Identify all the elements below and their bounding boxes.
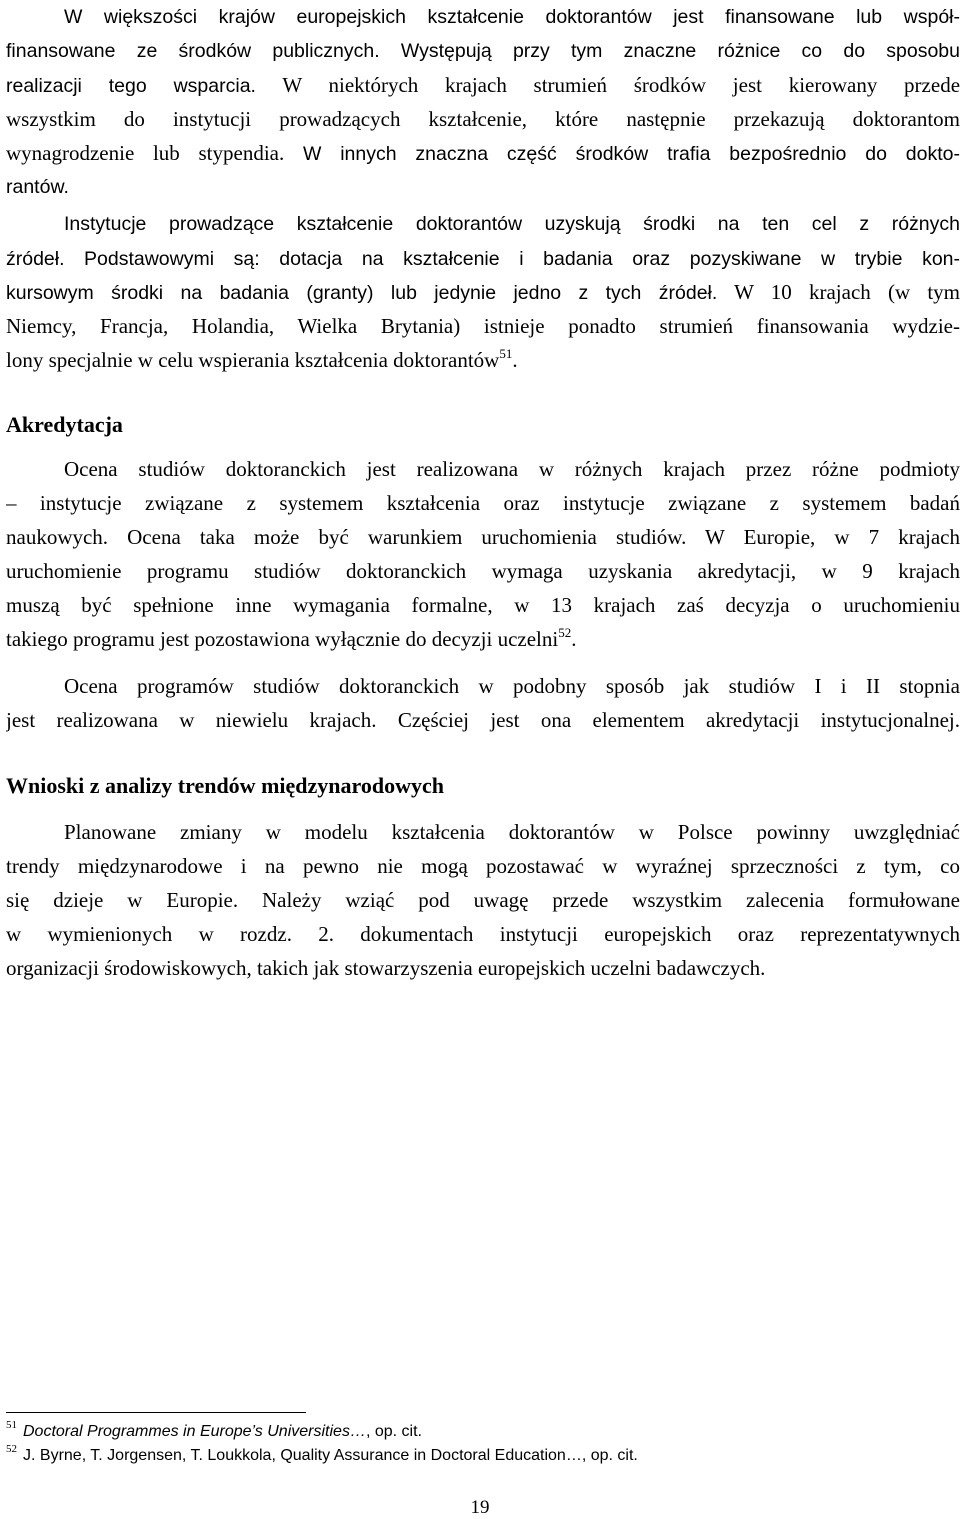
text-line: Planowane zmiany w modelu kształcenia doktorantów w Polsce powinny uwzględniać	[64, 820, 960, 844]
footnote-ref-51[interactable]: 51	[499, 346, 513, 361]
paragraph-programme-assessment	[6, 669, 960, 737]
footnote-separator	[6, 1412, 306, 1413]
footnote-text: J. Byrne, T. Jorgensen, T. Loukkola, Quality Assurance in Doctoral Education…, op. cit.	[23, 1447, 638, 1464]
text-span: .	[512, 348, 518, 372]
section-heading-conclusions: Wnioski z analizy trendów międzynarodowych	[6, 773, 444, 798]
text-line: w wymienionych w rozdz. 2. dokumentach instytucji europejskich oraz reprezentatywnych	[6, 922, 960, 946]
text-line: wszystkim do instytucji prowadzących kształcenie, które następnie przekazują doktorantom	[6, 107, 960, 131]
text-line: – instytucje związane z systemem kształcenia oraz instytucje związane z systemem badań	[6, 491, 960, 515]
footnote-51	[6, 1420, 960, 1444]
text-span: .	[571, 627, 577, 651]
text-line: muszą być spełnione inne wymagania formalne, w 13 krajach zaś decyzja o uruchomieniu	[6, 593, 960, 617]
text-line	[6, 343, 960, 377]
text-span: Podstawowymi są: dotacja na kształcenie i badania oraz pozyskiwane w trybie kon-	[84, 248, 960, 270]
footnote-ref-52[interactable]: 52	[558, 625, 572, 640]
text-line: się dzieje w Europie. Należy wziąć pod uwagę przede wszystkim zalecenia formułowane	[6, 888, 960, 912]
text-line: Niemcy, Francja, Holandia, Wielka Brytania) istnieje ponadto strumień finansowania wydzie-	[6, 314, 960, 338]
text-span: wynagrodzenie lub stypendia.	[6, 141, 285, 165]
text-line: W większości krajów europejskich kształcenie doktorantów jest finansowane lub współ-	[64, 6, 960, 28]
text-span: W 10 krajach (w tym	[734, 280, 960, 304]
text-line: trendy międzynarodowe i na pewno nie mogą pozostawać w wyraźnej sprzeczności z tym, co	[6, 854, 960, 878]
text-line	[6, 622, 960, 656]
text-line: rantów.	[6, 176, 69, 198]
footnotes	[6, 1420, 960, 1468]
footnote-number: 51	[6, 1419, 17, 1431]
text-line	[6, 136, 960, 170]
text-span: takiego programu jest pozostawiona wyłącznie do decyzji uczelni	[6, 627, 559, 651]
paragraph-sources	[6, 207, 960, 377]
page-number: 19	[470, 1497, 490, 1518]
footnote-52	[6, 1444, 960, 1468]
text-line: naukowych. Ocena taka może być warunkiem uruchomienia studiów. W Europie, w 7 krajach	[6, 525, 960, 549]
text-line: Instytucje prowadzące kształcenie doktorantów uzyskują środki na ten cel z różnych	[64, 213, 960, 235]
paragraph-assessment	[6, 452, 960, 656]
footnote-title: Doctoral Programmes in Europe’s Universities…	[23, 1423, 366, 1440]
text-span: realizacji tego wsparcia.	[6, 75, 256, 97]
section-heading-accreditation: Akredytacja	[6, 412, 123, 437]
text-line: uruchomienie programu studiów doktoranckich wymaga uzyskania akredytacji, w 9 krajach	[6, 559, 960, 583]
footnote-number: 52	[6, 1443, 17, 1455]
text-span: lony specjalnie w celu wspierania kształcenia doktorantów	[6, 348, 500, 372]
text-span: W innych znaczna część środków trafia bezpośrednio do dokto-	[302, 143, 960, 165]
text-line: Ocena programów studiów doktoranckich w podobny sposób jak studiów I i II stopnia	[64, 674, 960, 698]
text-line	[6, 68, 960, 102]
text-line: organizacji środowiskowych, takich jak stowarzyszenia europejskich uczelni badawczych.	[6, 956, 766, 980]
footnote-text: , op. cit.	[365, 1423, 422, 1440]
text-line: finansowane ze środków publicznych. Występują przy tym znaczne różnice co do sposobu	[6, 40, 960, 62]
text-line	[6, 275, 960, 309]
text-span: W niektórych krajach strumień środków jest kierowany przede	[282, 73, 960, 97]
text-span: źródeł.	[6, 248, 65, 270]
text-line: Ocena studiów doktoranckich jest realizowana w różnych krajach przez różne podmioty	[64, 457, 960, 481]
paragraph-conclusions	[6, 815, 960, 985]
text-line	[6, 241, 960, 275]
paragraph-funding	[6, 0, 960, 204]
text-span: kursowym środki na badania (granty) lub jedynie jedno z tych źródeł.	[6, 282, 718, 304]
text-line: jest realizowana w niewielu krajach. Częściej jest ona elementem akredytacji instytucjonalnej.	[6, 708, 960, 732]
